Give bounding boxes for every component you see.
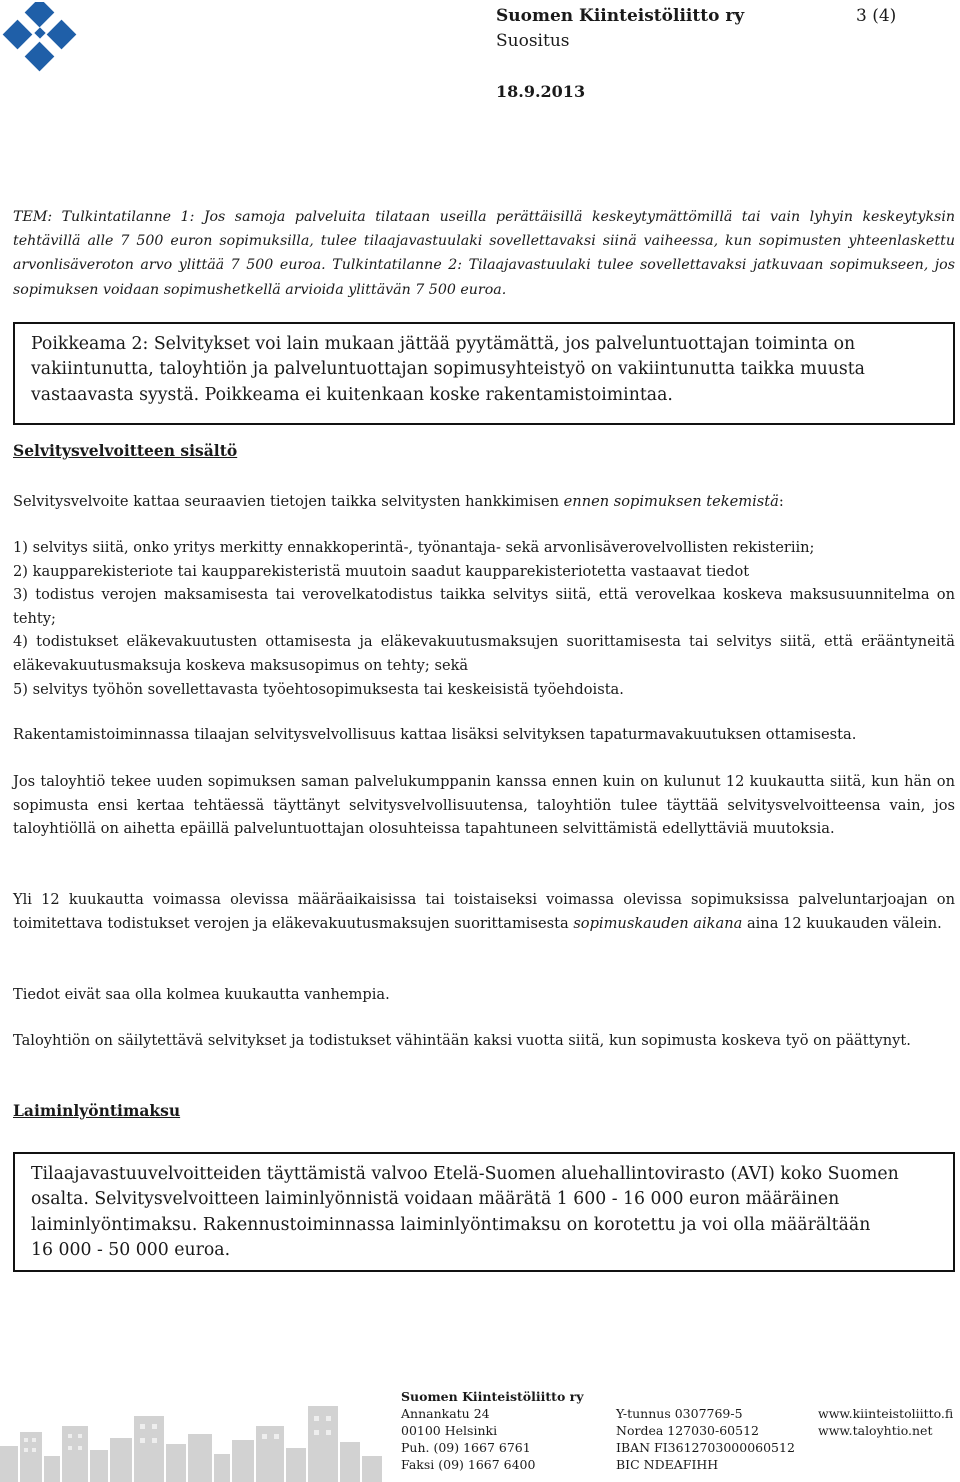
tem-note <box>13 205 955 302</box>
intro-text: Selvitysvelvoite kattaa seuraavien tietojen taikka selvitysten hankkimisen <box>13 493 560 510</box>
footer-address: Annankatu 24 <box>401 1406 490 1421</box>
footer-web-link-2[interactable]: www.taloyhtio.net <box>818 1423 933 1438</box>
footer-phone: Puh. (09) 1667 6761 <box>401 1440 531 1455</box>
section-heading-selvitysvelvoite: Selvitysvelvoitteen sisältö <box>13 441 238 460</box>
list-item: 2) kaupparekisteriote tai kaupparekisteristä muutoin saadut kaupparekisteriotetta vastaavat tiedot <box>13 562 750 580</box>
paragraph-rakentamistoiminta: Rakentamistoiminnassa tilaajan selvitysvelvollisuus kattaa lisäksi selvityksen tapaturmavakuutuksen ottamisesta. <box>13 726 857 743</box>
yli-text-b: aina 12 kuukauden välein. <box>746 914 942 932</box>
penalty-line: 16 000 - 50 000 euroa. <box>31 1240 231 1261</box>
intro-end: : <box>778 493 784 510</box>
footer-web-link-1[interactable]: www.kiinteistoliitto.fi <box>818 1406 954 1421</box>
section-intro <box>13 490 955 514</box>
footer-fax: Faksi (09) 1667 6400 <box>401 1457 536 1472</box>
exception-box <box>13 322 955 425</box>
paragraph-sailytettava: Taloyhtiön on säilytettävä selvitykset ja todistukset vähintään kaksi vuotta siitä, kun sopimusta koskeva työ on päättynyt. <box>13 1032 911 1049</box>
penalty-box <box>13 1152 955 1272</box>
footer-organization: Suomen Kiinteistöliitto ry <box>401 1389 584 1404</box>
penalty-line: osalta. Selvitysvelvoitteen laiminlyönnistä voidaan määrätä 1 600 - 16 000 euron määräinen <box>31 1189 840 1210</box>
footer-bank: Nordea 127030-60512 <box>616 1423 759 1438</box>
paragraph-uusi-sopimus: Jos taloyhtiö tekee uuden sopimuksen saman palvelukumppanin kanssa ennen kuin on kulunut 12 kuukautta siitä, kun hän on sopimusta ensi kertaa tehtäessä täyttänyt selvitysvelvollisuutensa, taloyhtiön tulee täyttää selvitysvelvoitteensa vain, jos taloyhtiöllä on aihetta epäillä palveluntuottajan olosuhteissa tapahtuneen selvittämistä edellyttäviä muutoksia. <box>13 773 955 838</box>
list-item: 4) todistukset eläkevakuutusten ottamisesta ja eläkevakuutusmaksujen suorittamisesta tai selvitys siitä, että erääntyneitä eläkevakuutusmaksuja koskeva maksusopimus on tehty; sekä <box>13 633 955 674</box>
section-heading-laiminlyontimaksu: Laiminlyöntimaksu <box>13 1101 181 1120</box>
exception-text: Poikkeama 2: Selvitykset voi lain mukaan jättää pyytämättä, jos palveluntuottajan toiminta on vakiintunutta, taloyhtiön ja palveluntuottajan sopimusyhteistyö on vakiintunutta taikka muusta vastaavasta syystä. Poikkeama ei kuitenkaan koske rakentamistoimintaa. <box>31 334 865 405</box>
header-organization: Suomen Kiinteistöliitto ry <box>496 6 745 26</box>
penalty-line: Tilaajavastuuvelvoitteiden täyttämistä valvoo Etelä-Suomen aluehallintovirasto (AVI) koko Suomen <box>31 1164 899 1184</box>
kiinteistoliitto-logo <box>2 2 84 84</box>
document-date: 18.9.2013 <box>496 82 586 101</box>
footer-skyline-graphic <box>0 1386 385 1482</box>
footer-bic: BIC NDEAFIHH <box>616 1457 719 1472</box>
penalty-line: laiminlyöntimaksu. Rakennustoiminnassa laiminlyöntimaksu on korotettu ja voi olla määrältään <box>31 1214 871 1235</box>
intro-emphasis: ennen sopimuksen tekemistä <box>563 493 779 510</box>
page-number: 3 (4) <box>856 6 897 26</box>
tem-note-part1: TEM: Tulkintatilanne 1: Jos samoja palveluita tilataan useilla perättäisillä keskeytymättömillä tai vain lyhyin keskeytyksin tehtävillä alle 7 500 euron sopimuksilla, tulee tilaajavastuulaki sovellettavaksi siinä vaiheessa, kun sopimusten yhteenlaskettu arvonlisäveroton arvo ylittää 7 500 euroa. <box>13 209 955 274</box>
paragraph-yli-12-kk <box>13 888 955 935</box>
paragraph-tiedot: Tiedot eivät saa olla kolmea kuukautta vanhempia. <box>13 986 390 1003</box>
footer-postal: 00100 Helsinki <box>401 1423 498 1438</box>
tem-note-part2: Tulkintatilanne 2: Tilaajavastuulaki tulee sovellettavaksi jatkuvaan sopimukseen, jos sopimuksen voidaan sopimushetkellä arvioida ylittävän 7 500 euroa. <box>13 257 955 298</box>
yli-text-a: Yli 12 kuukautta voimassa olevissa määräaikaisissa tai toistaiseksi voimassa olevissa sopimuksissa palveluntarjoajan on toimitettava todistukset verojen ja eläkevakuutusmaksujen suorittamisesta <box>13 891 955 932</box>
list-item: 3) todistus verojen maksamisesta tai verovelkatodistus taikka selvitys siitä, että verovelkaa koskeva maksusuunnitelma on tehty; <box>13 586 955 627</box>
yli-emphasis: sopimuskauden aikana <box>573 914 743 932</box>
list-item: 1) selvitys siitä, onko yritys merkitty ennakkoperintä-, työnantaja- sekä arvonlisäverovelvollisten rekisteriin; <box>13 539 815 556</box>
footer-business-id: Y-tunnus 0307769-5 <box>616 1406 743 1421</box>
requirements-list <box>13 536 955 701</box>
list-item: 5) selvitys työhön sovellettavasta työehtosopimuksesta tai keskeisistä työehdoista. <box>13 680 624 698</box>
document-type: Suositus <box>496 31 570 51</box>
footer-iban: IBAN FI3612703000060512 <box>616 1440 795 1455</box>
